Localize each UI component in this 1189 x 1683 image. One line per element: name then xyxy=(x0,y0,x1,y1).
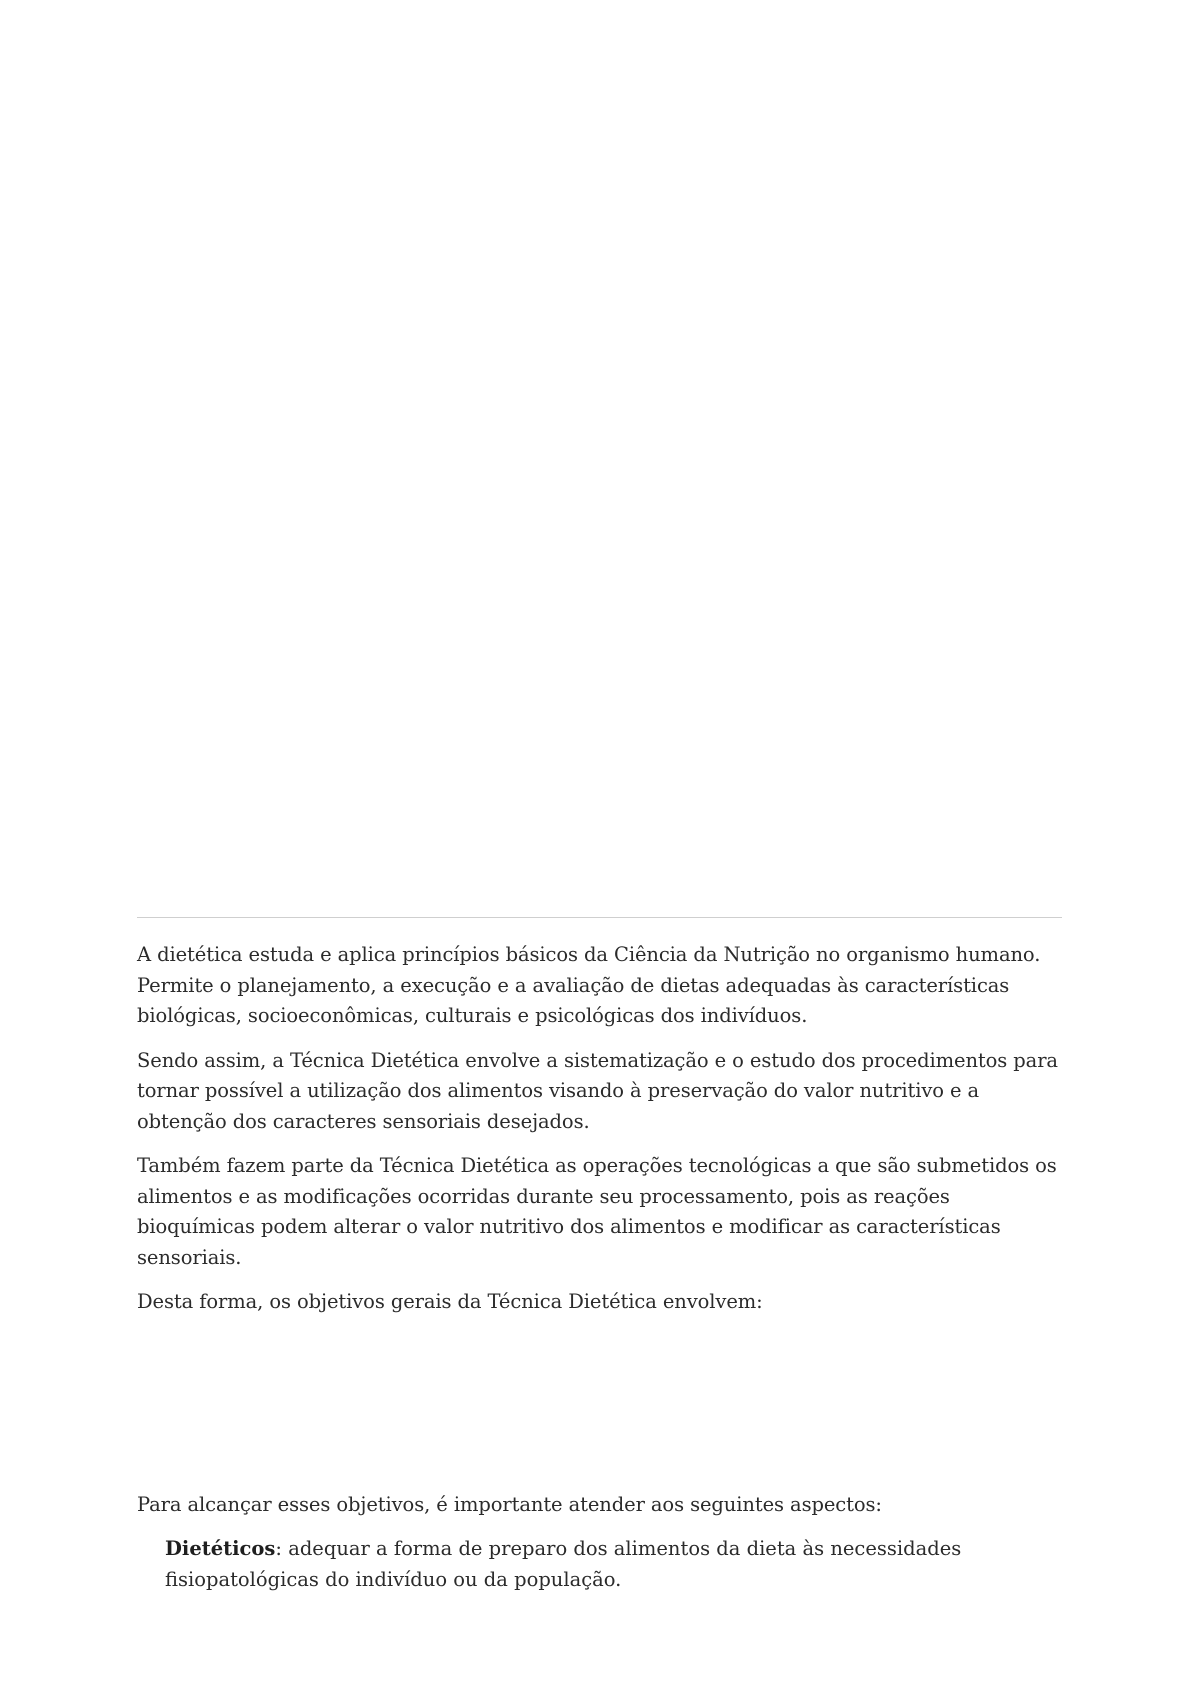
paragraph-tecnica-dietetica: Sendo assim, a Técnica Dietética envolve a sistematização e o estudo dos procedimentos para tornar possível a utilização dos alimentos visando à preservação do valor nutritivo e a obtenção dos caracteres sensoriais desejados. xyxy=(137,1048,1058,1133)
aspect-description: : adequar a forma de preparo dos alimentos da dieta às necessidades fisiopatológicas do indivíduo ou da população. xyxy=(165,1537,962,1591)
blank-area xyxy=(137,1332,1062,1490)
paragraph-objetivos-intro: Desta forma, os objetivos gerais da Técnica Dietética envolvem: xyxy=(137,1290,763,1313)
list-item xyxy=(165,1534,1062,1595)
aspects-list xyxy=(137,1534,1062,1595)
aspect-term: Dietéticos xyxy=(165,1537,276,1560)
article-content xyxy=(137,917,1062,1609)
section-divider xyxy=(137,917,1062,918)
paragraph-dietetica-definition: A dietética estuda e aplica princípios básicos da Ciência da Nutrição no organismo humano. Permite o planejamento, a execução e a avaliação de dietas adequadas às características biológicas, socioeconômicas, culturais e psicológicas dos indivíduos. xyxy=(137,943,1041,1027)
paragraph-aspectos-intro: Para alcançar esses objetivos, é importante atender aos seguintes aspectos: xyxy=(137,1492,882,1516)
paragraph-operacoes-tecnologicas: Também fazem parte da Técnica Dietética as operações tecnológicas a que são submetidos os alimentos e as modificações ocorridas durante seu processamento, pois as reações bioquímicas podem alterar o valor nutritivo dos alimentos e modificar as características sensoriais. xyxy=(137,1154,1057,1269)
